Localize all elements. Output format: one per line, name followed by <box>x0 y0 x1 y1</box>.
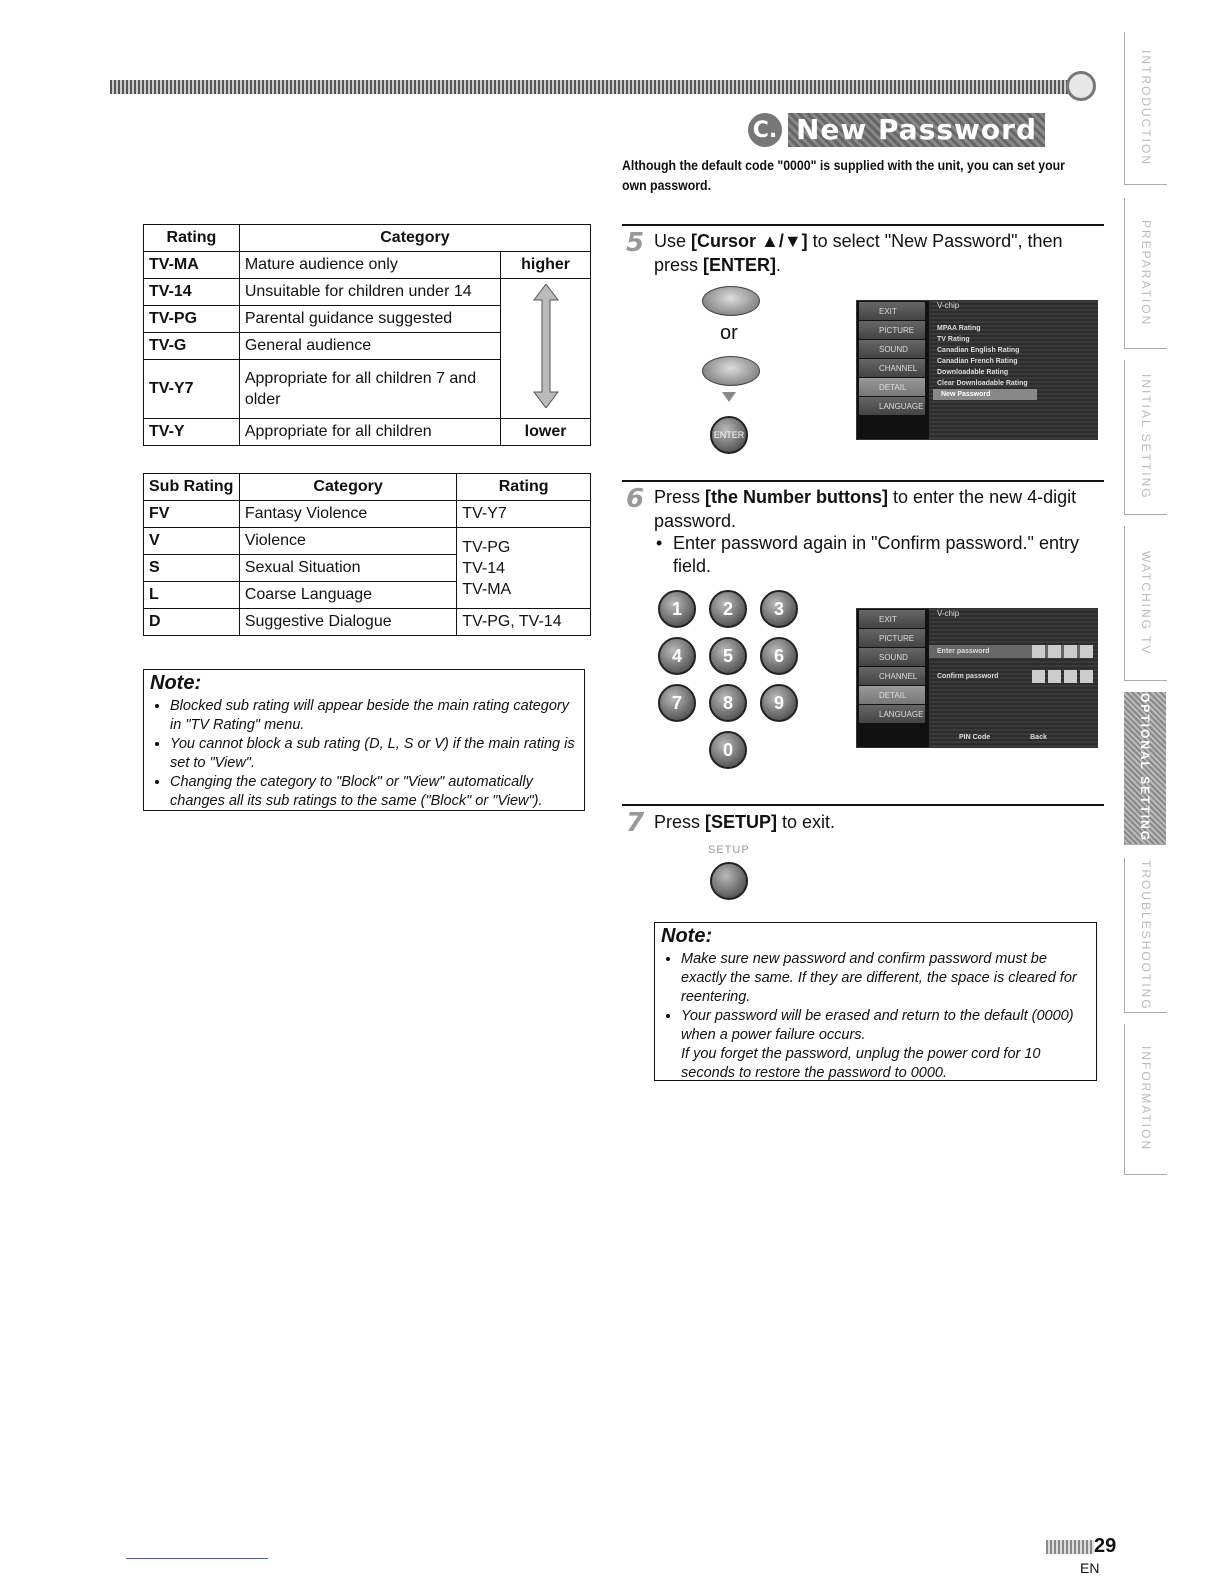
number-buttons-label: [the Number buttons] <box>705 487 888 507</box>
side-tab-introduction[interactable] <box>1124 32 1167 185</box>
tv-menu-item: Canadian English Rating <box>937 347 1020 354</box>
tv-menu-item: Canadian French Rating <box>937 358 1018 365</box>
category-header: Category <box>239 225 590 252</box>
side-tab-optional-setting[interactable] <box>1124 692 1166 845</box>
number-button-5-icon: 5 <box>709 637 747 675</box>
category-cell: Violence <box>239 528 456 555</box>
note-title: Note: <box>150 672 202 694</box>
note-item: • Your password will be erased and return to the default (0000) when a power failure occurs. <box>681 1007 1096 1045</box>
tv-menu-tab: EXIT <box>859 302 925 320</box>
tv-menu-heading: V-chip <box>937 609 960 618</box>
tv-menu-tab: SOUND <box>859 340 925 358</box>
higher-label: higher <box>501 252 591 279</box>
back-hint: Back <box>1030 734 1047 741</box>
side-tab-label: TROUBLESHOOTING <box>1139 859 1153 1011</box>
step-text-part: to exit. <box>777 812 836 832</box>
note-box <box>654 922 1097 1081</box>
tv-menu-tab: EXIT <box>859 610 925 628</box>
step-number: 6 <box>626 484 645 514</box>
cursor-down-button-icon <box>702 356 760 386</box>
rating-cell: TV-Y7 <box>144 360 240 419</box>
step-text-part: . <box>776 255 782 275</box>
cursor-up-button-icon <box>702 286 760 316</box>
tv-menu-tab: LANGUAGE <box>859 397 925 415</box>
cursor-keys-label: [Cursor ▲/▼] <box>691 231 808 251</box>
rating-cell: TV-MA <box>144 252 240 279</box>
tv-menu-sidebar <box>857 301 927 439</box>
page-language: EN <box>1080 1560 1100 1576</box>
rating-header: Rating <box>457 474 591 501</box>
rating-cell: TV-PG <box>462 538 511 556</box>
section-title <box>748 112 1045 148</box>
rating-cell: TV-PG, TV-14 <box>457 609 591 636</box>
enter-button-icon: ENTER <box>710 416 748 454</box>
category-header: Category <box>239 474 456 501</box>
pin-code-hint: PIN Code <box>959 734 991 741</box>
intro-text: Although the default code "0000" is supplied with the unit, you can set your own password. <box>622 157 1065 193</box>
rating-cell: TV-Y7 <box>457 501 591 528</box>
step-text-part: to enter the new 4-digit password. <box>654 487 1077 531</box>
note-item: • Changing the category to "Block" or "View" automatically changes all its sub ratings to the same ("Block" or "View"). <box>170 773 584 811</box>
note-extra: If you forget the password, unplug the power cord for 10 seconds to restore the password to 0000. <box>681 1046 1041 1081</box>
number-button-1-icon: 1 <box>658 590 696 628</box>
down-arrow-icon <box>722 392 736 402</box>
step6-subitem <box>656 532 1096 578</box>
rating-table <box>143 224 591 446</box>
tv-menu-tab: CHANNEL <box>859 667 925 685</box>
section-title-text: New Password <box>788 113 1045 147</box>
tv-menu-item: Clear Downloadable Rating <box>937 380 1028 387</box>
top-dotted-rule <box>110 80 1068 94</box>
tv-menu-item-selected: New Password <box>933 389 1037 400</box>
side-tab-label: INITIAL SETTING <box>1139 374 1153 500</box>
sub-rating-cell: D <box>144 609 240 636</box>
category-cell: Appropriate for all children <box>239 419 500 446</box>
tv-menu-tab: LANGUAGE <box>859 705 925 723</box>
side-tab-information[interactable] <box>1124 1024 1167 1175</box>
number-button-3-icon: 3 <box>760 590 798 628</box>
sub-rating-table <box>143 473 591 636</box>
note-item: • You cannot block a sub rating (D, L, S or V) if the main rating is set to "View". <box>170 735 584 773</box>
page-number-bar <box>1046 1540 1094 1554</box>
side-tab-label: INTRODUCTION <box>1139 50 1153 166</box>
bullet: • <box>656 533 663 553</box>
tv-menu-item: TV Rating <box>937 336 970 343</box>
enter-password-field <box>929 645 1093 658</box>
number-button-9-icon: 9 <box>760 684 798 722</box>
note-box <box>143 669 585 811</box>
rating-cell: TV-PG <box>144 306 240 333</box>
lower-label: lower <box>501 419 591 446</box>
step6-text <box>654 485 1104 533</box>
step-number: 7 <box>626 808 645 838</box>
setup-label: SETUP <box>708 844 750 856</box>
step5-text <box>654 229 1104 277</box>
tv-menu-screenshot <box>856 300 1098 440</box>
step-text-part: Use <box>654 231 692 251</box>
step-text-part: to select "New Password", then press <box>654 231 1063 275</box>
side-tab-label: INFORMATION <box>1139 1046 1153 1152</box>
tv-menu-tab: PICTURE <box>859 321 925 339</box>
footer-line <box>126 1558 268 1559</box>
number-button-8-icon: 8 <box>709 684 747 722</box>
side-tab-label: PREPARATION <box>1139 219 1153 327</box>
number-button-0-icon: 0 <box>709 731 747 769</box>
tv-password-screenshot <box>856 608 1098 748</box>
enter-password-label: Enter password <box>937 648 990 655</box>
sub-rating-cell: L <box>144 582 240 609</box>
side-tab-initial-setting[interactable] <box>1124 360 1167 515</box>
step-text-part: Press <box>654 487 706 507</box>
tv-menu-sidebar <box>857 609 927 747</box>
rating-cell: TV-MA <box>462 580 512 598</box>
step-divider <box>622 480 1104 482</box>
note-item: • Blocked sub rating will appear beside the main rating category in "TV Rating" menu. <box>170 697 584 735</box>
category-cell: Mature audience only <box>239 252 500 279</box>
step6-subitem-text: Enter password again in "Confirm password." entry field. <box>673 533 1079 576</box>
rating-cell-group <box>457 528 591 609</box>
number-button-6-icon: 6 <box>760 637 798 675</box>
category-cell: Coarse Language <box>239 582 456 609</box>
rating-cell: TV-G <box>144 333 240 360</box>
side-tab-troubleshooting[interactable] <box>1124 858 1167 1013</box>
step-divider <box>622 804 1104 806</box>
tv-menu-main <box>929 301 1097 439</box>
section-letter: C. <box>748 113 782 147</box>
setup-key-label: [SETUP] <box>705 812 778 832</box>
category-cell: General audience <box>239 333 500 360</box>
note-title: Note: <box>661 925 713 947</box>
rating-cell: TV-Y <box>144 419 240 446</box>
side-tab-watching-tv[interactable] <box>1124 526 1167 681</box>
tv-menu-tab: DETAIL <box>859 686 925 704</box>
rating-cell: TV-14 <box>462 559 505 577</box>
or-label: or <box>720 322 738 344</box>
category-cell: Appropriate for all children 7 and older <box>239 360 500 419</box>
sub-rating-cell: S <box>144 555 240 582</box>
tv-menu-tab: CHANNEL <box>859 359 925 377</box>
sub-rating-header: Sub Rating <box>144 474 240 501</box>
confirm-password-label: Confirm password <box>937 673 999 680</box>
category-cell: Unsuitable for children under 14 <box>239 279 500 306</box>
page-number: 29 <box>1094 1535 1117 1557</box>
tv-menu-tab: SOUND <box>859 648 925 666</box>
top-circle-icon <box>1066 71 1096 101</box>
arrow-cell <box>501 279 591 419</box>
side-tab-preparation[interactable] <box>1124 198 1167 349</box>
rating-cell: TV-14 <box>144 279 240 306</box>
step-number: 5 <box>626 228 645 258</box>
setup-button-icon <box>710 862 748 900</box>
number-button-4-icon: 4 <box>658 637 696 675</box>
confirm-password-field <box>929 670 1093 683</box>
side-tab-label: WATCHING TV <box>1139 550 1153 656</box>
side-tab-label: OPTIONAL SETTING <box>1138 693 1152 843</box>
category-cell: Fantasy Violence <box>239 501 456 528</box>
up-down-arrow-icon <box>531 284 561 408</box>
rating-header: Rating <box>144 225 240 252</box>
sub-rating-cell: V <box>144 528 240 555</box>
tv-menu-heading: V-chip <box>937 301 960 310</box>
tv-menu-footer <box>929 732 1097 743</box>
step7-text <box>654 810 1104 834</box>
number-button-2-icon: 2 <box>709 590 747 628</box>
tv-menu-item: Downloadable Rating <box>937 369 1009 376</box>
tv-menu-tab: DETAIL <box>859 378 925 396</box>
tv-menu-item: MPAA Rating <box>937 325 981 332</box>
tv-menu-tab: PICTURE <box>859 629 925 647</box>
note-item: • Make sure new password and confirm password must be exactly the same. If they are different, the space is cleared for reentering. <box>681 950 1096 1007</box>
sub-rating-cell: FV <box>144 501 240 528</box>
tv-menu-main <box>929 609 1097 747</box>
step-text-part: Press <box>654 812 706 832</box>
category-cell: Parental guidance suggested <box>239 306 500 333</box>
category-cell: Suggestive Dialogue <box>239 609 456 636</box>
step-divider <box>622 224 1104 226</box>
category-cell: Sexual Situation <box>239 555 456 582</box>
enter-key-label: [ENTER] <box>703 255 777 275</box>
number-button-7-icon: 7 <box>658 684 696 722</box>
